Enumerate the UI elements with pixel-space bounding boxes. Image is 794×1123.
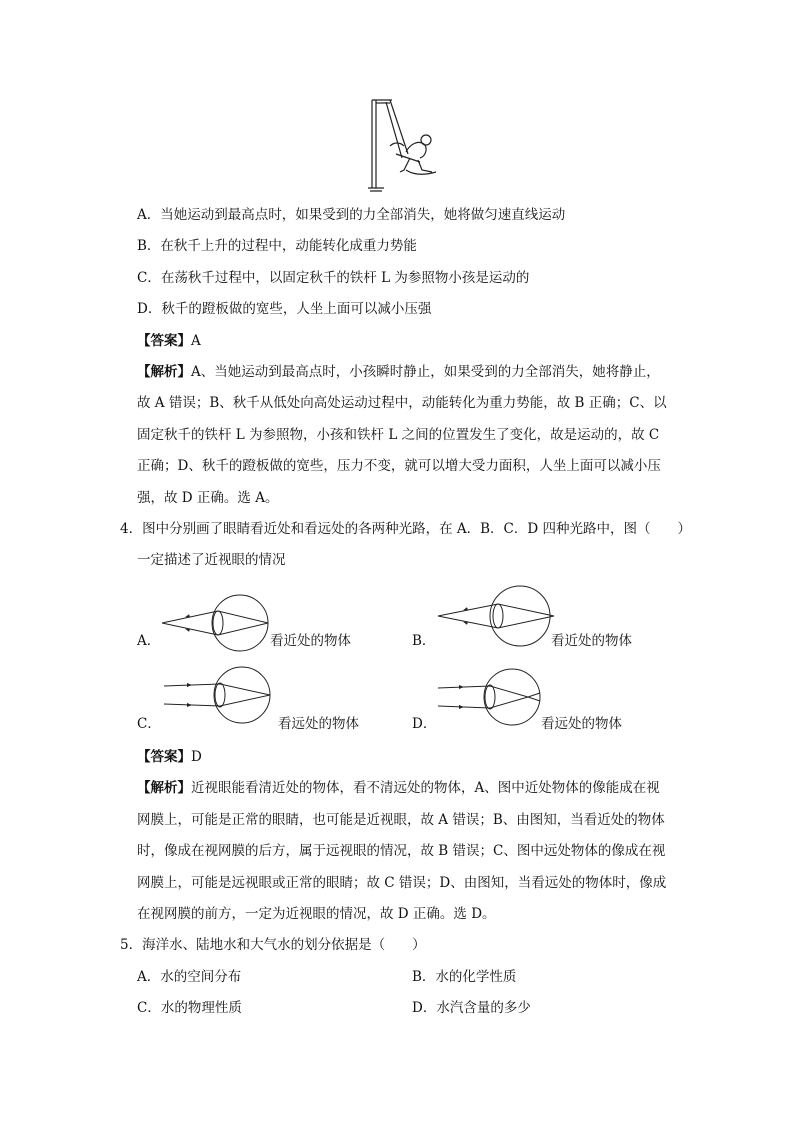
analysis-label: 【解析】 <box>137 364 191 380</box>
q5-stem: 5．海洋水、陆地水和大气水的划分依据是（ ） <box>120 937 426 953</box>
eye-diagram-d <box>436 664 546 736</box>
q5-option-d: D．水汽含量的多少 <box>412 1000 531 1016</box>
q3-analysis-line-1: 【解析】A、当她运动到最高点时，小孩瞬时静止，如果受到的力全部消失，她将静止， <box>137 364 660 380</box>
q4-analysis-line-1: 【解析】近视眼能看清近处的物体，看不清远处的物体，A、图中近处物体的像能成在视 <box>137 780 660 796</box>
q3-option-b: B．在秋千上升的过程中，动能转化成重力势能 <box>137 238 417 254</box>
q4-analysis-line-4: 网膜上，可能是远视眼或正常的眼睛；故 C 错误；D、由图知，当看远处的物体时，像成 <box>137 875 667 891</box>
q4-analysis-line-3: 时，像成在视网膜的后方，属于远视眼的情况，故 B 错误；C、图中远处物体的像成在视 <box>137 843 666 859</box>
analysis-label: 【解析】 <box>137 780 191 796</box>
q3-option-d: D．秋千的蹬板做的宽些，人坐上面可以减小压强 <box>137 301 432 317</box>
figure-a-caption: 看近处的物体 <box>270 633 351 649</box>
figure-d-caption: 看远处的物体 <box>541 716 622 732</box>
answer-value: A <box>191 333 201 349</box>
q4-stem-line-2: 一定描述了近视眼的情况 <box>137 552 286 568</box>
eye-diagram-c <box>162 664 277 736</box>
q3-option-a: A．当她运动到最高点时，如果受到的力全部消失，她将做匀速直线运动 <box>137 207 566 223</box>
q3-answer <box>137 331 201 351</box>
q5-option-a: A．水的空间分布 <box>137 969 242 985</box>
q3-option-c: C．在荡秋千过程中，以固定秋千的铁杆 L 为参照物小孩是运动的 <box>137 270 530 286</box>
figure-c-caption: 看远处的物体 <box>278 716 359 732</box>
q3-analysis-line-4: 正确；D、秋千的蹬板做的宽些，压力不变，就可以增大受力面积，人坐上面可以减小压 <box>137 458 661 474</box>
figure-c-letter: C． <box>137 716 161 732</box>
figure-d-letter: D． <box>412 716 437 732</box>
q4-analysis-line-2: 网膜上，可能是正常的眼睛，也可能是近视眼，故 A 错误；B、由图知，当看近处的物体 <box>137 812 665 828</box>
q4-answer <box>137 747 202 767</box>
q4-analysis-line-5: 在视网膜的前方，一定为近视眼的情况，故 D 正确。选 D。 <box>137 906 496 922</box>
swing-illustration <box>366 96 444 196</box>
figure-b-caption: 看近处的物体 <box>551 633 632 649</box>
q3-analysis-line-5: 强，故 D 正确。选 A。 <box>137 490 279 506</box>
answer-value: D <box>191 749 202 765</box>
eye-diagram-b <box>436 580 556 655</box>
q5-option-c: C．水的物理性质 <box>137 1000 242 1016</box>
q3-analysis-line-3: 固定秋千的铁杆 L 为参照物，小孩和铁杆 L 之间的位置发生了变化，故是运动的，故 C <box>137 427 660 443</box>
q3-analysis-line-2: 故 A 错误；B、秋千从低处向高处运动过程中，动能转化为重力势能，故 B 正确；C、以 <box>137 395 667 411</box>
figure-a-letter: A． <box>137 633 161 649</box>
figure-b-letter: B． <box>412 633 436 649</box>
q5-option-b: B．水的化学性质 <box>412 969 517 985</box>
q4-stem-line-1: 4．图中分别画了眼睛看近处和看远处的各两种光路，在 A．B．C．D 四种光路中，图（ ） <box>120 521 691 537</box>
answer-label: 【答案】 <box>137 333 191 349</box>
answer-label: 【答案】 <box>137 749 191 765</box>
eye-diagram-a <box>160 590 270 660</box>
